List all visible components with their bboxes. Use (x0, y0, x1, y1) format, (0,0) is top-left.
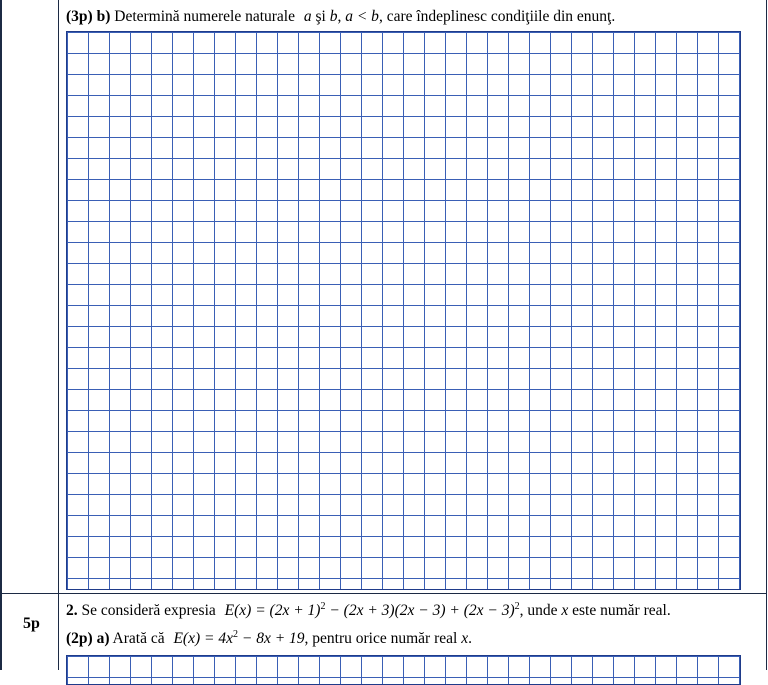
var-a: a (303, 8, 312, 25)
part-a-after: , pentru orice număr real (304, 630, 458, 647)
expression-result-lhs: E(x) = 4x (173, 630, 233, 647)
expression-result-rhs: − 8x + 19 (237, 630, 305, 647)
exercise-2-statement (66, 602, 671, 620)
points-margin-label: 5p (23, 615, 40, 632)
part-a-letter: a) (96, 630, 110, 647)
exercise-2-end: este număr real. (572, 602, 671, 619)
part-b-letter: b) (96, 8, 111, 25)
part-a-points: (2p) (66, 630, 93, 647)
exponent-2: 2 (514, 601, 520, 612)
conj-si: şi (315, 8, 326, 25)
exponent-3: 2 (232, 629, 238, 640)
var-x: x (561, 602, 569, 619)
answer-grid-part-a[interactable] (66, 655, 741, 685)
part-a-end: . (468, 630, 472, 647)
var-b: b (329, 8, 338, 25)
exercise-2-intro: Se consideră expresia (81, 602, 216, 619)
answer-grid-part-b[interactable] (66, 31, 741, 590)
part-b-points: (3p) (66, 8, 93, 25)
part-a-text: Arată că (112, 630, 165, 647)
part-b-text: Determină numerele naturale (114, 8, 295, 25)
expression-e-lhs: E(x) = (2x + 1) (224, 602, 321, 619)
comma: , (337, 8, 342, 25)
row-divider (0, 593, 767, 594)
exercise-2-after: , unde (519, 602, 558, 619)
var-x-2: x (461, 630, 469, 647)
points-column-divider (58, 0, 59, 670)
condition-a-less-b: a < b (345, 8, 379, 25)
part-b-statement (66, 8, 615, 26)
exercise-number: 2. (66, 602, 78, 619)
exponent-1: 2 (320, 601, 326, 612)
part-b-text-end: , care îndeplinesc condiţiile din enunţ. (378, 8, 616, 25)
part-a-statement (66, 630, 472, 648)
expression-e-mid: − (2x + 3)(2x − 3) + (2x − 3) (325, 602, 515, 619)
